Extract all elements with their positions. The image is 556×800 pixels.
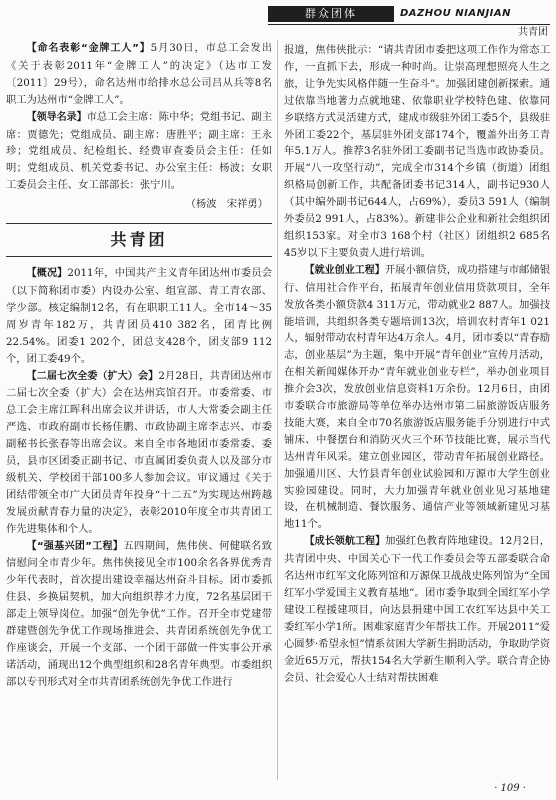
- header-rule: [268, 24, 550, 25]
- growth-paragraph: [284, 533, 550, 686]
- overview-text: 2011年，中国共产主义青年团达州市委员会（以下简称团市委）内设办公室、组宣部、青工青农部、学少部。核定编制12名，有在职职工11人。全市14～35周岁青年182万，共青团员410 382名，团青比例22.54%。团委1 202个，团总支428个，团支部9 112个，团工委49个。: [6, 267, 272, 365]
- growth-text: 加强红色教育阵地建设。12月2日，共青团中央、中国关心下一代工作委员会等五部委联合命名达州市红军文化陈列馆和万源保卫战战史陈列馆为“全国红军小学爱国主义教育基地”。团市委争取到全国红军小学建设工程援建项目，向达县捐建中国工农红军达县中关工委红军小学1所。困难家庭青少年帮扶工作。开展2011“爱心圆梦·希望永恒”情系贫困大学新生捐助活动，争取助学资金近65万元，帮扶154名大学新生顺利入学。联合青企协会员、社会爱心人士结对帮扶困难: [284, 535, 551, 684]
- employ-paragraph: [284, 262, 550, 534]
- left-column: [6, 40, 272, 691]
- employ-heading: 【就业创业工程】: [304, 264, 385, 276]
- leaders-text: 市总工会主席：陈中华；党组书记、副主席：贾德先；党组成员、副主席：唐胜平；副主席：王永珍；党组成员、纪检组长、经费审查委员会主任：任如明；党组成员、机关党委书记、办公室主任：杨波；女职工委员会主任、女工部部长：张宁川。: [6, 110, 273, 192]
- running-header: [0, 0, 556, 40]
- foundation-text: 五四期间，焦伟侠、何健联名致信慰问全市青少年。焦伟侠接见全市100余名各界优秀青少年代表时，首次提出建设幸福达州奋斗目标。团市委抓住县、乡换届契机，加大向组织荐才力度，72名基层团干部走上领导岗位。加强“创先争优”工作。召开全市党建带群建暨创先争优工作现场推进会、共青团系统创先争优工作座谈会，开展一个支部、一个团干部做一件实事公开承诺活动，涌现出12个典型组织和28名青年典型。市委组织部以专刊形式对全市共青团系统创先争优工作进行: [6, 539, 272, 688]
- foundation-heading: 【“强基兴团”工程】: [26, 540, 124, 552]
- plenary-paragraph: [6, 368, 272, 538]
- award-paragraph: [6, 40, 272, 109]
- leaders-paragraph: [6, 109, 272, 195]
- leaders-signature: （杨波 宋祥勇）: [185, 198, 268, 211]
- column-divider: [277, 40, 278, 780]
- subsection-label: 共青团: [518, 27, 548, 38]
- section-tag: 群众团体: [268, 6, 394, 22]
- overview-paragraph: [6, 265, 272, 367]
- overview-heading: 【概况】: [26, 268, 68, 280]
- section-title-text: 共青团: [110, 230, 168, 250]
- page-number: · 109 ·: [494, 783, 526, 794]
- right-column: [284, 42, 550, 686]
- leaders-heading: 【领导名录】: [26, 111, 87, 123]
- foundation-paragraph: [6, 538, 272, 691]
- continued-paragraph: 报道，焦伟侠批示：“请共青团市委把这项工作作为常态工作，一直抓下去，形成一种时尚。让崇高理想照亮人生之旅，让争先实风格伴随一生奋斗”。加强团建创新探索。通过依靠当地著力点就地建、依靠职业学校特色建、依靠同乡联络方式灵活建方式，建成市级驻外团工委5个，县级驻外团工委22个，基层驻外团支部174个，覆盖外出务工青年5.1万人。推荐3名驻外团工委副书记当选市政协委员。开展“八一攻坚行动”，完成全市314个乡镇（街道）团组织格局创新工作，共配备团委书记314人，副书记930人（其中编外副书记644人，占69%），委员3 591人（编制外委员2 991人，占83%）。新建非公企业和新社会组织团组织153家。对全市3 168个村（社区）团组织2 685名45岁以下主要负责人进行培训。: [284, 44, 550, 259]
- plenary-heading: 【二届七次全委（扩大）会】: [26, 370, 159, 382]
- plenary-text: 2月28日，共青团达州市二届七次全委（扩大）会在达州宾馆召开。市委常委、市总工会主席江晖科出席会议并讲话，市人大常委会副主任严选、市政府副市长杨佳鹏、市政协副主席李志兴、市委副秘书长张春等出席会议。来自全市各地团市委常委、委员，县市区团委正副书记、市直属团委负责人以及部分市级机关、学校团干部100多人参加会议。审议通过《关于团结带领全市广大团员青年投身“十二五”为实现达州跨越发展贡献青春力量的决定》，表彰2010年度全市共青团工作先进集体和个人。: [6, 369, 273, 535]
- journal-name: DAZHOU NIANJIAN: [400, 8, 512, 19]
- section-title: [6, 223, 272, 257]
- award-heading: 【命名表彰“金牌工人”】: [26, 43, 151, 54]
- award-text: 5月30日，市总工会发出《关于表彰2011年“金牌工人”的决定》（达市工发〔2011〕29号），命名达州市给排水总公司吕从兵等8名职工为达州市“金牌工人”。: [6, 42, 272, 106]
- employ-text: 开展小额信贷，成功搭建与市邮储银行、信用社合作平台，拓展青年创业信用贷款项目，全年发放各类小额贷款4 311万元，带动就业2 887人。加强技能培训，共组织各类专题培训13次，培训农村青年1 021人，辐射带动农村青年达4万余人。4月，团市委以“青春励志，创业基层”为主题，集中开展“青年创业”宣传月活动，在相关新闻媒体开办“青年就业创业专栏”，举办创业项目推介会3次，发放创业信息资料1万余份。12月6日，由团市委联合市旅游局等单位举办达州市第二届旅游饭店服务技能大赛，来自全市70名旅游饭店服务能手分别进行中式铺床、中餐摆台和消防灭火三个环节技能比赛，展示当代达州青年风采。建立创业园区，带动青年拓展创业路径。加强通川区、大竹县青年创业试验园和万源市大学生创业实验园建设。同时，大力加强青年就业创业见习基地建设，在机械制造、餐饮服务、通信产业等领域新建见习基地11个。: [284, 263, 551, 531]
- growth-heading: 【成长领航工程】: [304, 536, 386, 548]
